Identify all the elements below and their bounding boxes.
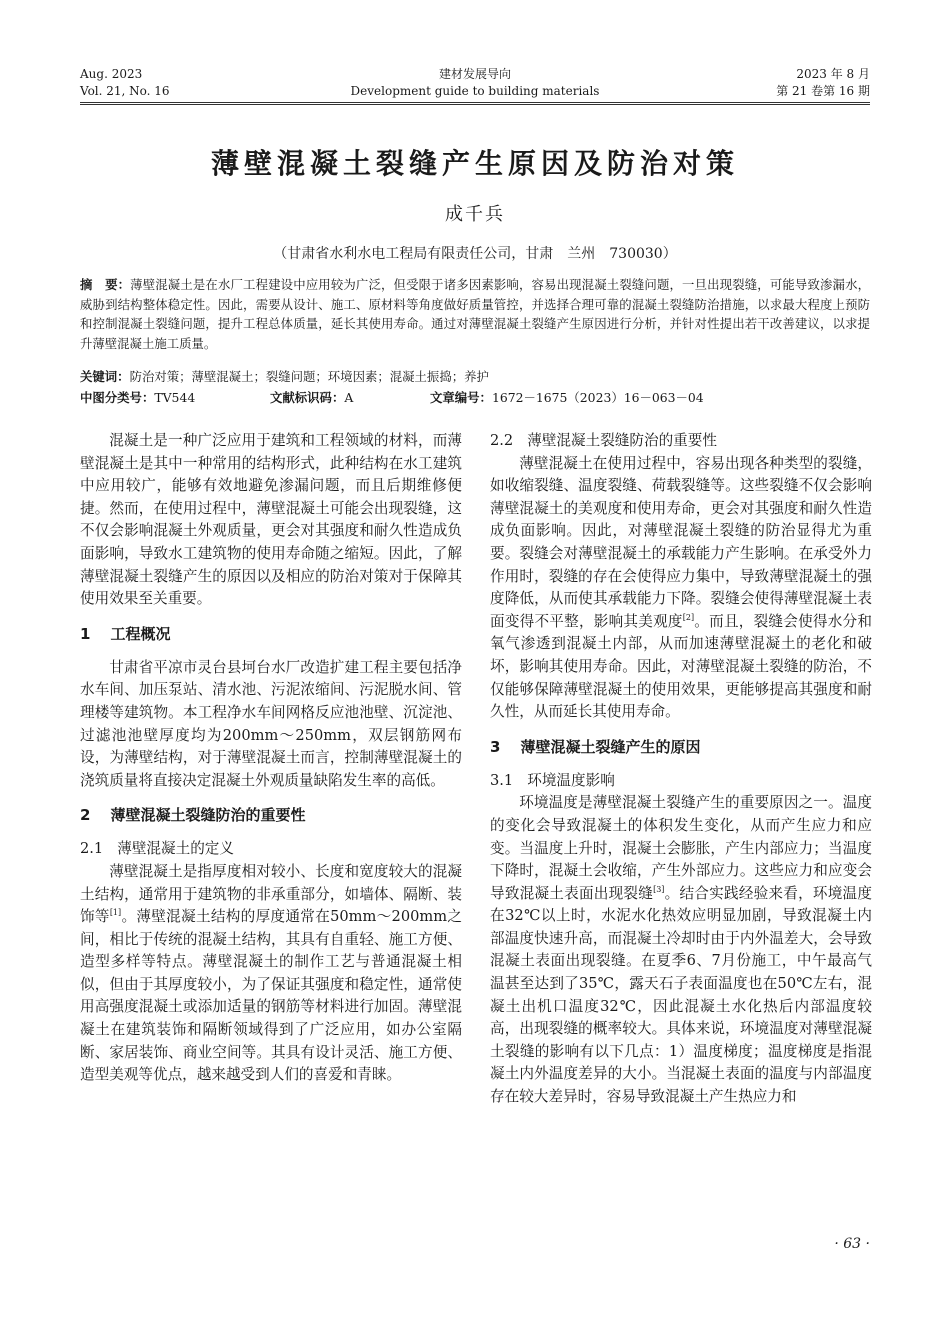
intro-paragraph: 混凝土是一种广泛应用于建筑和工程领域的材料，而薄壁混凝土是其中一种常用的结构形式，此种结构在水工建筑中应用较广，能够有效地避免渗漏问题，而且后期维修便捷。然而，在使用过程中，薄壁混凝土可能会出现裂缝，这不仅会影响混凝土外观质量，更会对其强度和耐久性造成负面影响，导致水工建筑物的使用寿命随之缩短。因此，了解薄壁混凝土裂缝产生的原因以及相应的防治对策对于保障其使用效果至关重要。 [80, 432, 462, 608]
abstract [80, 275, 870, 353]
author-affiliation: （甘肃省水利水电工程局有限责任公司，甘肃 兰州 730030） [273, 246, 677, 262]
abstract-text: 薄壁混凝土是在水厂工程建设中应用较为广泛，但受限于诸多因素影响，容易出现混凝土裂缝问题，一旦出现裂缝，可能导致渗漏水，威胁到结构整体稳定性。因此，需要从设计、施工、原材料等角度做好质量管控，并选择合理可靠的混凝土裂缝防治措施，以求最大程度上预防和控制混凝土裂缝问题，提升工程总体质量，延长其使用寿命。通过对薄壁混凝土裂缝产生原因进行分析，并针对性提出若干改善建议，以求提升薄壁混凝土施工质量。 [80, 277, 871, 351]
doc-code-value: A [344, 390, 354, 405]
section-2-heading [80, 803, 462, 827]
keywords-label: 关键词： [80, 369, 130, 384]
header-right [670, 66, 870, 100]
section-2-1-text-a: 薄壁混凝土是指厚度相对较小、长度和宽度较大的混凝土结构，通常用于建筑物的非承重部分，如墙体、隔断、装饰等 [80, 862, 462, 926]
section-2-1-number: 2.1 [80, 840, 104, 858]
section-1-heading [80, 622, 462, 646]
section-2-2-paragraph [490, 453, 872, 724]
section-1-number: 1 [80, 624, 91, 643]
section-3-1-title: 环境温度影响 [527, 771, 615, 789]
section-1-title: 工程概况 [110, 624, 171, 643]
clc-value: TV544 [154, 390, 196, 405]
article-number-value: 1672－1675（2023）16－063－04 [491, 390, 704, 405]
header-date-en: Aug. 2023 [80, 67, 143, 81]
right-column [490, 430, 872, 1109]
left-column [80, 430, 462, 1087]
author-name: 成千兵 [445, 204, 505, 225]
section-3-title: 薄壁混凝土裂缝产生的原因 [520, 737, 701, 756]
header-left [80, 66, 280, 100]
abstract-label: 摘 要： [80, 277, 131, 292]
header-volume-zh: 第 21 卷第 16 期 [776, 84, 870, 98]
journal-name-zh: 建材发展导向 [438, 67, 511, 81]
section-2-1-paragraph [80, 861, 462, 1087]
article-number-label: 文章编号： [430, 390, 492, 405]
doc-code-group [270, 388, 353, 407]
header-volume-en: Vol. 21, No. 16 [80, 84, 170, 98]
journal-name-en: Development guide to building materials [350, 84, 600, 98]
page-number: · 63 · [834, 1236, 870, 1252]
keywords-text: 防治对策；薄壁混凝土；裂缝问题；环境因素；混凝土振捣；养护 [129, 369, 489, 384]
section-2-1-heading [80, 838, 462, 861]
classification-line [80, 388, 870, 408]
doc-code-label: 文献标识码： [270, 390, 345, 405]
section-3-number: 3 [490, 737, 501, 756]
clc-group [80, 388, 195, 407]
section-3-1-text-a: 环境温度是薄壁混凝土裂缝产生的重要原因之一。温度的变化会导致混凝土的体积发生变化，从而产生应力和应变。当温度上升时，混凝土会膨胀，产生内部应力；当温度下降时，混凝土会收缩，产生外部应力。这些应力和应变会导致混凝土表面出现裂缝 [490, 794, 872, 902]
keywords [80, 367, 870, 386]
citation-2[interactable]: [2] [682, 612, 695, 622]
paper-title: 薄壁混凝土裂缝产生原因及防治对策 [210, 147, 739, 180]
article-number-group [430, 388, 704, 407]
section-3-heading [490, 735, 872, 759]
header-center [330, 66, 620, 100]
section-3-1-number: 3.1 [490, 771, 514, 789]
section-3-1-paragraph [490, 792, 872, 1108]
clc-label: 中图分类号： [80, 390, 155, 405]
section-2-2-number: 2.2 [490, 432, 514, 449]
section-3-1-heading [490, 770, 872, 793]
section-2-2-text-b: 。而且，裂缝会使得水分和氧气渗透到混凝土内部，从而加速薄壁混凝土的老化和破坏，影响其使用寿命。因此，对薄壁混凝土裂缝的防治，不仅能够保障薄壁混凝土的使用效果，更能够提高其强度和耐久性，从而延长其使用寿命。 [490, 612, 872, 721]
section-2-1-text-b: 。薄壁混凝土结构的厚度通常在50mm～200mm之间，相比于传统的混凝土结构，其具有自重轻、施工方便、造型多样等特点。薄壁混凝土的制作工艺与普通混凝土相似，但由于其厚度较小，为了保证其强度和稳定性，通常使用高强度混凝土或添加适量的钢筋等材料进行加固。薄壁混凝土在建筑装饰和隔断领域得到了广泛应用，如办公室隔断、家居装饰、商业空间等。其具有设计灵活、施工方便、造型美观等优点，越来越受到人们的喜爱和青睐。 [80, 908, 462, 1084]
section-2-2-text-a: 薄壁混凝土在使用过程中，容易出现各种类型的裂缝，如收缩裂缝、温度裂缝、荷载裂缝等。这些裂缝不仅会影响薄壁混凝土的美观度和使用寿命，更会对其强度和耐久性造成负面影响。因此，对薄壁混凝土裂缝的防治显得尤为重要。裂缝会对薄壁混凝土的承载能力产生影响。在承受外力作用时，裂缝的存在会使得应力集中，导致薄壁混凝土的强度降低，从而使其承载能力下降。裂缝会使得薄壁混凝土表面变得不平整，影响其美观度 [490, 454, 872, 630]
section-2-1-title: 薄壁混凝土的定义 [117, 840, 234, 858]
citation-1[interactable]: [1] [109, 908, 122, 918]
section-3-1-text-b: 。结合实践经验来看，环境温度在32℃以上时，水泥水化热效应明显加剧，导致混凝土内部温度快速升高，而混凝土冷却时由于内外温差大，会导致混凝土表面出现裂缝。在夏季6、7月份施工，中午最高气温甚至达到了35℃，露天石子表面温度也在50℃左右，混凝土出机口温度32℃，因此混凝土水化热后内部温度较高，出现裂缝的概率较大。具体来说，环境温度对薄壁混凝土裂缝的影响有以下几点：1）温度梯度；温度梯度是指混凝土内外温度差异的大小。当混凝土表面的温度与内部温度存在较大差异时，容易导致混凝土产生热应力和 [490, 884, 872, 1106]
section-2-title: 薄壁混凝土裂缝防治的重要性 [110, 806, 306, 825]
header-date-zh: 2023 年 8 月 [796, 67, 870, 81]
citation-3[interactable]: [3] [653, 884, 665, 894]
section-1-paragraph: 甘肃省平凉市灵台县坷台水厂改造扩建工程主要包括净水车间、加压泵站、清水池、污泥浓缩间、污泥脱水间、管理楼等建筑物。本工程净水车间网格反应池池壁、沉淀池、过滤池池壁厚度均为200mm～250mm，双层钢筋网布设，为薄壁结构，对于薄壁混凝土而言，控制薄壁混凝土的浇筑质量将直接决定混凝土外观质量缺陷发生率的高低。 [80, 658, 462, 789]
section-2-2-title: 薄壁混凝土裂缝防治的重要性 [527, 432, 717, 449]
section-2-2-heading [490, 430, 872, 453]
header-rule [80, 102, 870, 103]
header-rule-double [80, 104, 870, 105]
running-header [80, 66, 870, 106]
section-2-number: 2 [80, 806, 91, 825]
